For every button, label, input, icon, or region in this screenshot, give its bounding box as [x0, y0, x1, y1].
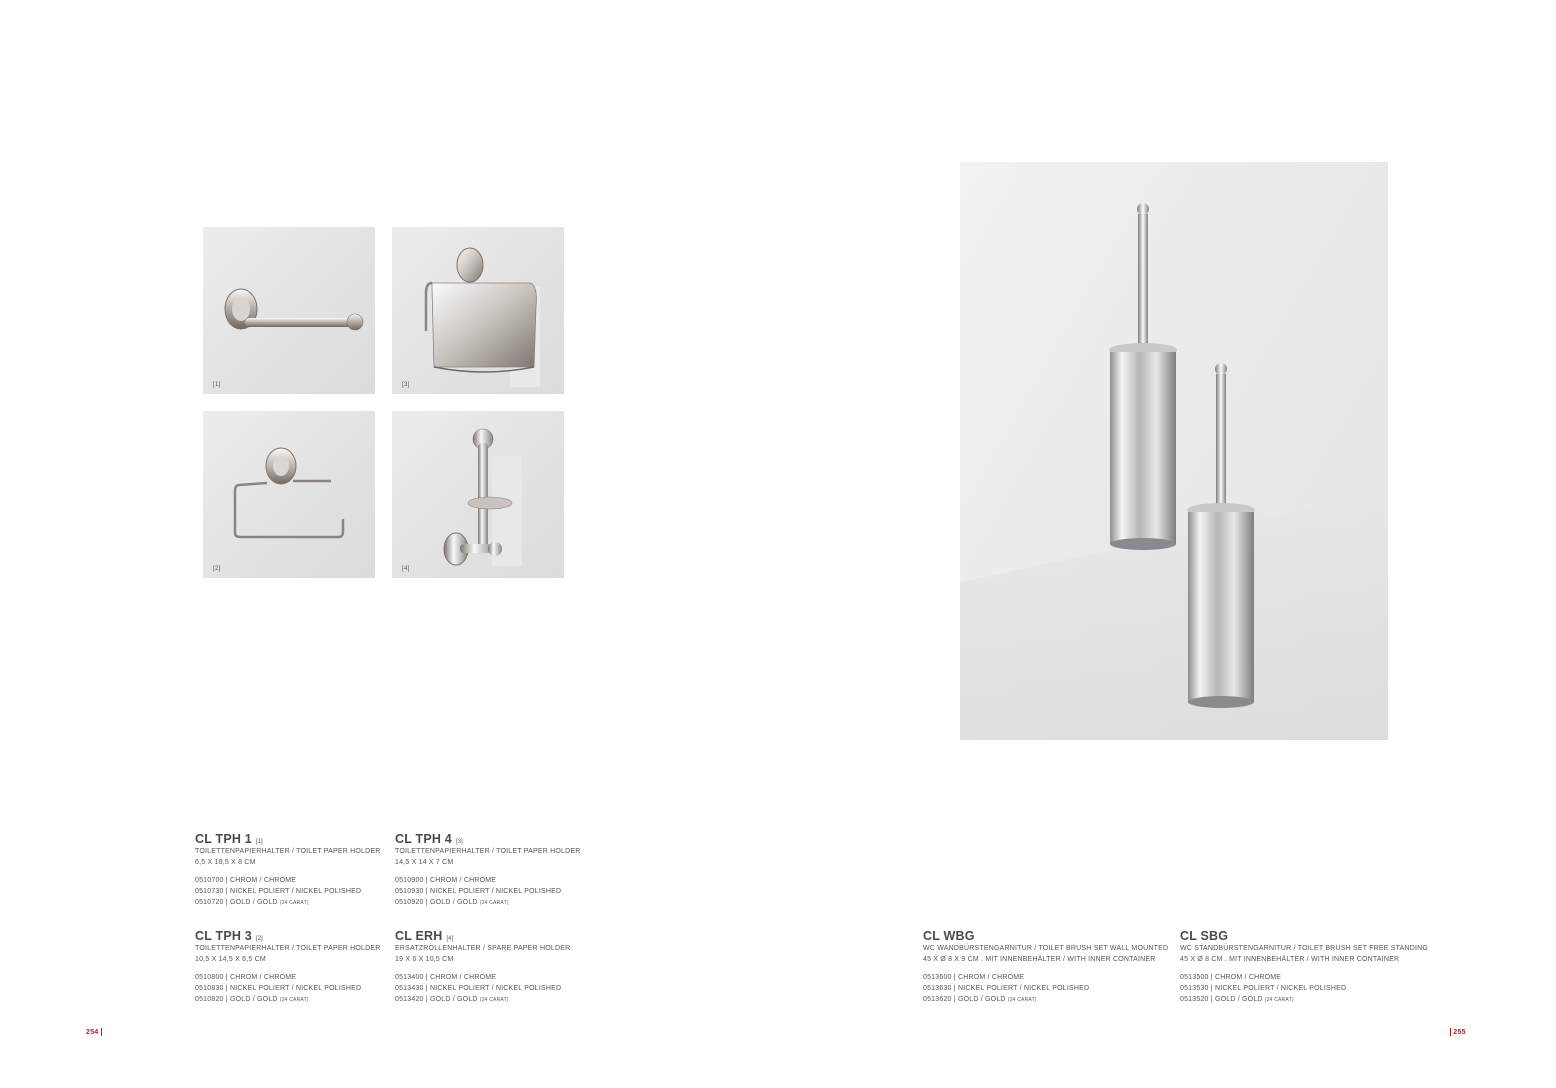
variant-line: 0510930 | NICKEL POLIERT / NICKEL POLISHED — [395, 888, 562, 895]
variant-note: (24 CARAT) — [279, 997, 309, 1003]
product-name: CL TPH 1 — [195, 832, 252, 846]
product-cl-tph-4 — [395, 832, 625, 909]
variant-line: 0510700 | CHROM / CHROME — [195, 877, 297, 884]
product-desc: TOILETTENPAPIERHALTER / TOILET PAPER HOLDER — [395, 848, 581, 855]
variant-note: (24 CARAT) — [1264, 997, 1294, 1003]
page-number-text: 255 — [1453, 1028, 1466, 1036]
thumbnail-label: [2] — [213, 566, 221, 572]
product-ref: [4] — [446, 936, 454, 942]
thumbnail-tph4 — [392, 227, 564, 394]
toilet-paper-holder-covered-icon — [392, 227, 564, 394]
product-desc: WC WANDBÜRSTENGARNITUR / TOILET BRUSH SET WALL MOUNTED — [923, 945, 1169, 952]
variant-text: 0513420 | GOLD / GOLD — [395, 996, 478, 1003]
product-desc: TOILETTENPAPIERHALTER / TOILET PAPER HOLDER — [195, 848, 381, 855]
product-cl-wbg — [923, 929, 1173, 1006]
variant-text: 0510820 | GOLD / GOLD — [195, 996, 278, 1003]
product-ref: [1] — [255, 839, 263, 845]
page-number-right — [1450, 1028, 1466, 1036]
product-name: CL ERH — [395, 929, 443, 943]
variant-note: (24 CARAT) — [479, 900, 509, 906]
variant-line: 0510800 | CHROM / CHROME — [195, 974, 297, 981]
variant-text: 0510720 | GOLD / GOLD — [195, 899, 278, 906]
product-name: CL WBG — [923, 929, 975, 943]
variant-line — [195, 994, 425, 1006]
variant-line: 0510900 | CHROM / CHROME — [395, 877, 497, 884]
product-cl-sbg — [1180, 929, 1440, 1006]
variant-text: 0513620 | GOLD / GOLD — [923, 996, 1006, 1003]
variant-note: (24 CARAT) — [279, 900, 309, 906]
variant-line: 0513500 | CHROM / CHROME — [1180, 974, 1282, 981]
variant-text: 0513520 | GOLD / GOLD — [1180, 996, 1263, 1003]
product-ref: [2] — [255, 936, 263, 942]
variant-line: 0510730 | NICKEL POLIERT / NICKEL POLISHED — [195, 888, 362, 895]
product-dims: 10,5 X 14,5 X 6,5 CM — [195, 956, 266, 963]
variant-line — [923, 994, 1173, 1006]
variant-line: 0513400 | CHROM / CHROME — [395, 974, 497, 981]
product-cl-tph-1 — [195, 832, 425, 909]
variant-line: 0513630 | NICKEL POLIERT / NICKEL POLISHED — [923, 985, 1090, 992]
product-desc: WC STANDBÜRSTENGARNITUR / TOILET BRUSH SET FREE STANDING — [1180, 945, 1429, 952]
variant-line — [1180, 994, 1440, 1006]
thumbnail-tph3 — [203, 411, 375, 578]
variant-line — [395, 897, 625, 909]
toilet-brush-sets-icon — [960, 162, 1388, 740]
variant-text: 0510920 | GOLD / GOLD — [395, 899, 478, 906]
variant-line — [195, 897, 425, 909]
variant-line: 0513600 | CHROM / CHROME — [923, 974, 1025, 981]
variant-line: 0510830 | NICKEL POLIERT / NICKEL POLISHED — [195, 985, 362, 992]
thumbnail-label: [1] — [213, 382, 221, 388]
thumbnail-label: [4] — [402, 566, 410, 572]
thumbnail-erh — [392, 411, 564, 578]
product-name: CL SBG — [1180, 929, 1229, 943]
variant-line — [395, 994, 625, 1006]
page-number-text: 254 — [86, 1028, 99, 1036]
product-dims: 14,5 X 14 X 7 CM — [395, 859, 454, 866]
thumbnail-tph1 — [203, 227, 375, 394]
thumbnail-label: [3] — [402, 382, 410, 388]
product-dims: 45 X Ø 8 CM . MIT INNENBEHÄLTER / WITH INNER CONTAINER — [1180, 956, 1400, 963]
variant-note: (24 CARAT) — [479, 997, 509, 1003]
toilet-paper-holder-open-ring-icon — [203, 411, 375, 578]
page-number-divider — [101, 1028, 102, 1036]
product-cl-tph-3 — [195, 929, 425, 1006]
page-number-divider — [1450, 1028, 1451, 1036]
product-name: CL TPH 3 — [195, 929, 252, 943]
product-cl-erh — [395, 929, 625, 1006]
variant-line: 0513530 | NICKEL POLIERT / NICKEL POLISHED — [1180, 985, 1347, 992]
product-dims: 6,5 X 18,5 X 8 CM — [195, 859, 256, 866]
product-name: CL TPH 4 — [395, 832, 452, 846]
toilet-paper-holder-bar-icon — [203, 227, 375, 394]
main-photo-brush-sets — [960, 162, 1388, 740]
product-desc: TOILETTENPAPIERHALTER / TOILET PAPER HOLDER — [195, 945, 381, 952]
product-dims: 45 X Ø 8 X 9 CM . MIT INNENBEHÄLTER / WITH INNER CONTAINER — [923, 956, 1156, 963]
product-desc: ERSATZROLLENHALTER / SPARE PAPER HOLDER — [395, 945, 571, 952]
page-number-left — [86, 1028, 102, 1036]
variant-note: (24 CARAT) — [1007, 997, 1037, 1003]
variant-line: 0513430 | NICKEL POLIERT / NICKEL POLISHED — [395, 985, 562, 992]
product-ref: [3] — [455, 839, 463, 845]
spare-paper-holder-icon — [392, 411, 564, 578]
product-dims: 19 X 6 X 10,5 CM — [395, 956, 454, 963]
